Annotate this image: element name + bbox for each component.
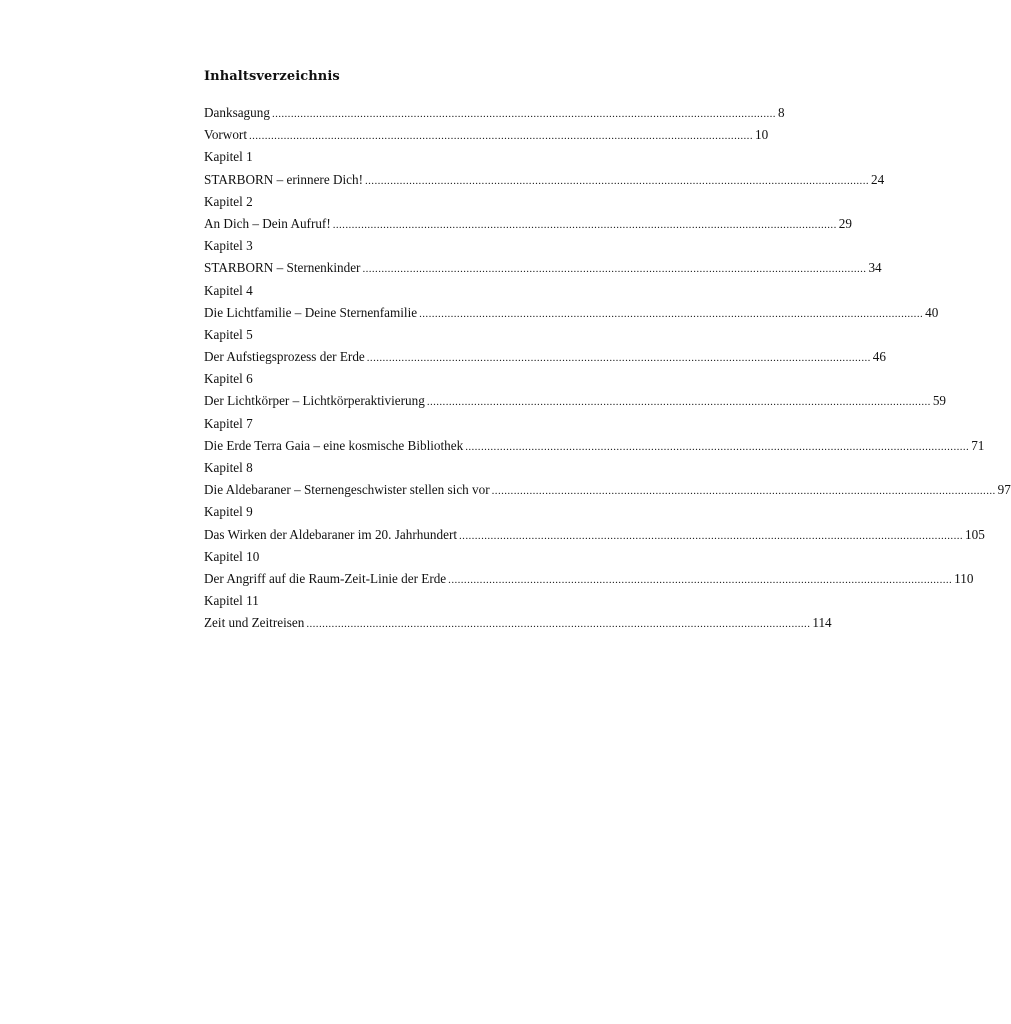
toc-entry	[204, 349, 886, 371]
toc-entry-label: Kapitel 8	[204, 460, 253, 475]
toc-entry	[204, 260, 882, 282]
toc-chapter-heading	[204, 460, 553, 482]
toc-entry-label: Der Angriff auf die Raum-Zeit-Linie der Erde	[204, 570, 447, 586]
toc-leader-dots: ................................................................................................................................................................	[332, 218, 837, 231]
toc-entry-label: Das Wirken der Aldebaraner im 20. Jahrhundert	[204, 526, 458, 542]
toc-leader-dots: ................................................................................................................................................................	[366, 352, 871, 365]
toc-chapter-heading	[204, 593, 553, 615]
toc-page-number: 71	[971, 437, 985, 453]
toc-leader-dots: ................................................................................................................................................................	[491, 485, 996, 498]
toc-page-number: 110	[954, 570, 974, 586]
toc-page-number: 29	[838, 215, 852, 231]
toc-leader-dots: ................................................................................................................................................................	[426, 396, 931, 409]
toc-entry-label: Kapitel 5	[204, 326, 253, 342]
toc-entry-label: Kapitel 10	[204, 548, 260, 564]
toc-entry-label: Zeit und Zeitreisen	[204, 615, 305, 631]
toc-leader-dots: ................................................................................................................................................................	[248, 130, 753, 143]
toc-entry-label: An Dich – Dein Aufruf!	[204, 215, 331, 231]
toc-page-number: 97	[997, 482, 1011, 498]
page-title: Inhaltsverzeichnis	[204, 69, 340, 84]
toc-entry	[204, 127, 769, 149]
toc-chapter-heading	[204, 283, 553, 305]
toc-page-number: 8	[777, 105, 785, 120]
toc-page-number: 24	[871, 171, 885, 187]
toc-entry-label: Danksagung	[204, 105, 270, 120]
toc-leader-dots: ................................................................................................................................................................	[306, 618, 811, 631]
toc-leader-dots: ................................................................................................................................................................	[362, 263, 867, 276]
toc-chapter-heading	[204, 149, 553, 171]
toc-entry-label: Kapitel 9	[204, 504, 253, 520]
toc-entry-label: Vorwort	[204, 127, 247, 143]
toc-entry-label: Der Aufstiegsprozess der Erde	[204, 349, 365, 365]
toc-entry-label: Der Lichtkörper – Lichtkörperaktivierung	[204, 393, 425, 409]
toc-page-number: 34	[868, 260, 882, 276]
toc-entry	[204, 615, 832, 637]
toc-entry	[204, 105, 785, 127]
toc-entry-label: Kapitel 7	[204, 415, 253, 431]
toc-entry-label: Die Aldebaraner – Sternengeschwister stellen sich vor	[204, 482, 490, 498]
toc-entry-label: Kapitel 11	[204, 593, 259, 609]
toc-entry-label: Kapitel 6	[204, 371, 253, 387]
toc-page-number: 105	[965, 526, 985, 542]
toc-entry-label: STARBORN – Sternenkinder	[204, 260, 361, 276]
toc-entry-label: Kapitel 1	[204, 149, 253, 165]
toc-page-number: 114	[812, 615, 832, 631]
toc-leader-dots: ................................................................................................................................................................	[271, 108, 776, 120]
toc-chapter-heading	[204, 238, 553, 260]
toc-list	[204, 105, 1011, 638]
toc-chapter-heading	[204, 194, 553, 216]
toc-entry	[204, 171, 885, 194]
toc-entry-label: Die Lichtfamilie – Deine Sternenfamilie	[204, 304, 418, 320]
toc-page-number: 40	[925, 304, 939, 320]
toc-chapter-heading	[204, 371, 553, 393]
toc-entry	[204, 304, 939, 327]
toc-chapter-heading	[204, 549, 553, 571]
toc-leader-dots: ................................................................................................................................................................	[448, 573, 953, 586]
toc-entry-label: STARBORN – erinnere Dich!	[204, 171, 363, 187]
toc-entry-label: Kapitel 4	[204, 282, 253, 298]
document-page	[204, 68, 1011, 638]
toc-chapter-heading	[204, 327, 553, 349]
toc-chapter-heading	[204, 504, 553, 526]
toc-entry	[204, 526, 985, 549]
toc-entry-label: Kapitel 3	[204, 238, 253, 254]
toc-page-number: 46	[872, 349, 886, 365]
toc-entry-label: Die Erde Terra Gaia – eine kosmische Bibliothek	[204, 437, 464, 453]
toc-entry	[204, 215, 852, 238]
toc-entry-label: Kapitel 2	[204, 193, 253, 209]
toc-leader-dots: ................................................................................................................................................................	[365, 174, 869, 187]
toc-entry	[204, 482, 1011, 504]
toc-leader-dots: ................................................................................................................................................................	[459, 529, 964, 542]
toc-leader-dots: ................................................................................................................................................................	[419, 307, 924, 320]
toc-entry	[204, 570, 974, 593]
toc-entry	[204, 393, 946, 415]
toc-entry	[204, 437, 985, 460]
toc-page-number: 59	[932, 393, 946, 409]
toc-chapter-heading	[204, 416, 553, 438]
toc-page-number: 10	[754, 127, 769, 143]
toc-leader-dots: ................................................................................................................................................................	[465, 440, 970, 453]
